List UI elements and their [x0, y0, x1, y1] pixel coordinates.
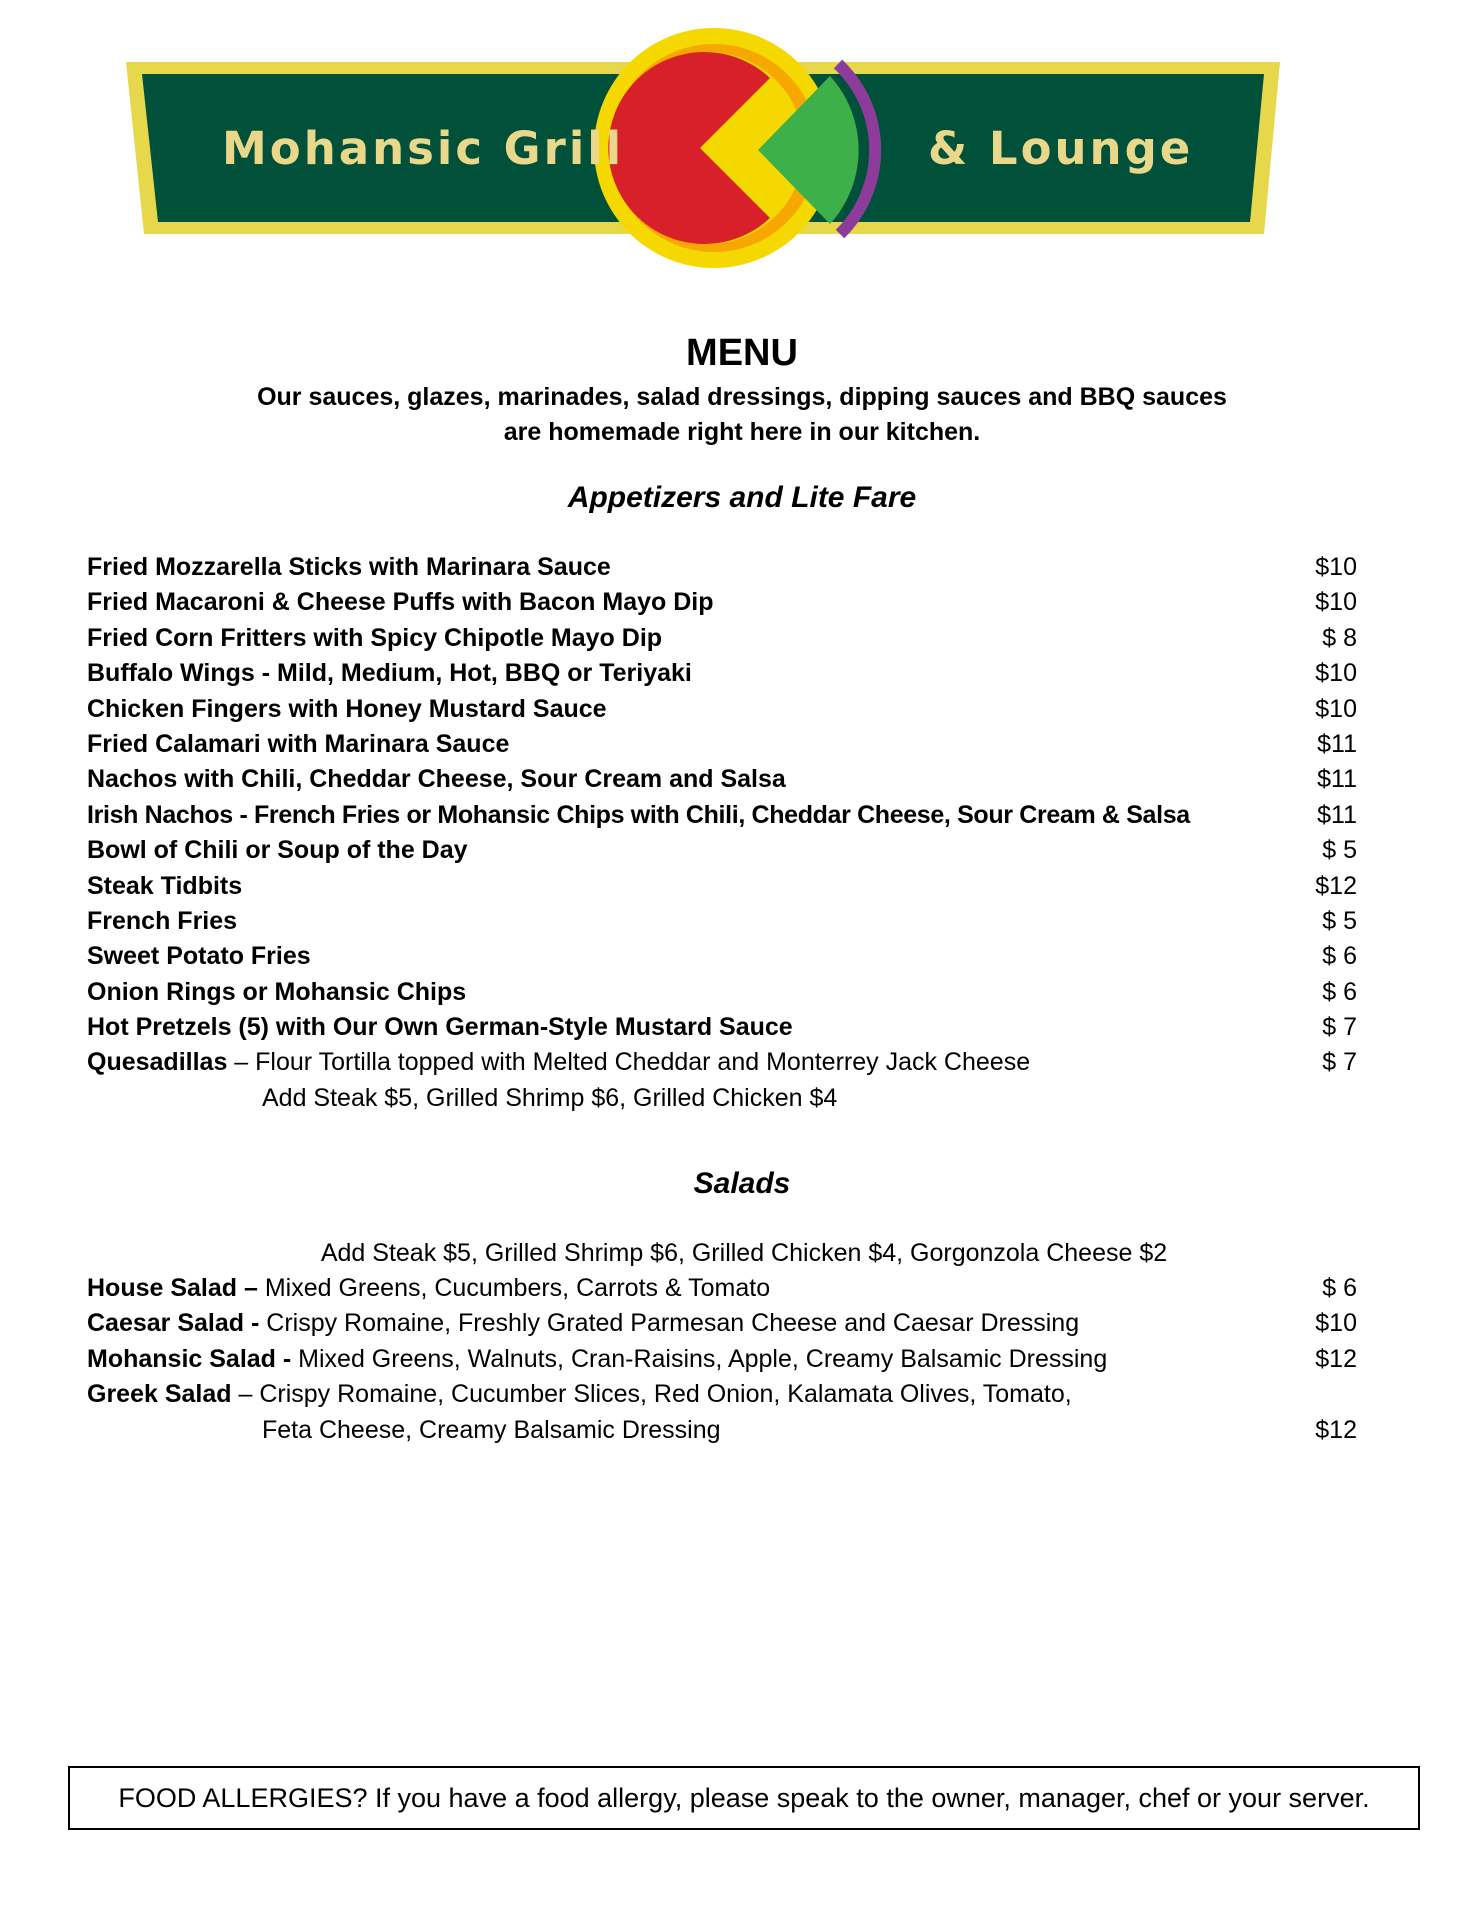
item-name: Fried Macaroni & Cheese Puffs with Bacon Mayo Dip — [87, 588, 714, 617]
item-name: Fried Calamari with Marinara Sauce — [87, 729, 510, 758]
menu-item — [87, 550, 1357, 585]
item-name: Steak Tidbits — [87, 871, 243, 900]
item-price: $12 — [1315, 1344, 1357, 1373]
logo-graphic — [118, 28, 1292, 268]
item-price: $ 5 — [1322, 906, 1357, 935]
intro-text — [0, 380, 1484, 450]
section-title-appetizers: Appetizers and Lite Fare — [567, 481, 917, 514]
menu-item — [87, 798, 1357, 833]
item-price: $10 — [1315, 1309, 1357, 1338]
item-price: $ 6 — [1322, 942, 1357, 971]
menu-item — [87, 692, 1357, 727]
menu-item — [87, 656, 1357, 691]
menu-item — [87, 585, 1357, 620]
item-price: $11 — [1317, 729, 1357, 758]
item-name: Nachos with Chili, Cheddar Cheese, Sour Cream and Salsa — [87, 765, 786, 794]
menu-item — [87, 939, 1357, 974]
menu-item — [87, 1342, 1357, 1377]
menu-item — [87, 1306, 1357, 1341]
menu-item — [87, 621, 1357, 656]
item-price: $11 — [1317, 765, 1357, 794]
menu-item — [87, 975, 1357, 1010]
menu-item — [87, 727, 1357, 762]
item-price: $10 — [1315, 588, 1357, 617]
item-price: $ 7 — [1322, 1013, 1357, 1042]
menu-item — [87, 762, 1357, 797]
item-name: Chicken Fingers with Honey Mustard Sauce — [87, 694, 607, 723]
salad-list — [87, 1271, 1357, 1448]
section-title-salads: Salads — [693, 1167, 791, 1200]
item-price: $ 6 — [1322, 977, 1357, 1006]
menu-item — [87, 1271, 1357, 1306]
item-name: Irish Nachos - French Fries or Mohansic Chips with Chili, Cheddar Cheese, Sour Cream & Salsa — [87, 800, 1190, 829]
item-name: Bowl of Chili or Soup of the Day — [87, 836, 468, 865]
menu-item-continuation — [87, 1413, 1357, 1448]
item-name: Caesar Salad - — [87, 1309, 260, 1338]
menu-item — [87, 1045, 1357, 1080]
restaurant-logo — [118, 28, 1292, 268]
item-desc: – Flour Tortilla topped with Melted Cheddar and Monterrey Jack Cheese — [227, 1048, 1031, 1077]
menu-item — [87, 904, 1357, 939]
menu-item — [87, 1377, 1357, 1412]
menu-title: MENU — [686, 332, 798, 374]
item-price: $11 — [1317, 800, 1357, 829]
item-name: House Salad – — [87, 1274, 258, 1302]
item-name: Fried Corn Fritters with Spicy Chipotle Mayo Dip — [87, 623, 663, 652]
item-name: Mohansic Salad - — [87, 1344, 292, 1373]
item-desc: – Crispy Romaine, Cucumber Slices, Red Onion, Kalamata Olives, Tomato, — [231, 1380, 1072, 1409]
item-price: $12 — [1315, 1415, 1357, 1444]
intro-line-1: Our sauces, glazes, marinades, salad dressings, dipping sauces and BBQ sauces — [257, 383, 1227, 411]
item-price: $ 5 — [1322, 836, 1357, 865]
item-price: $ 8 — [1322, 623, 1357, 652]
item-desc: Crispy Romaine, Freshly Grated Parmesan Cheese and Caesar Dressing — [259, 1309, 1080, 1338]
logo-right-text: & Lounge — [928, 122, 1194, 175]
item-price: $ 7 — [1322, 1048, 1357, 1077]
menu-item — [87, 833, 1357, 868]
appetizer-list — [87, 550, 1357, 1116]
item-name: Onion Rings or Mohansic Chips — [87, 977, 467, 1006]
item-desc: Feta Cheese, Creamy Balsamic Dressing — [262, 1415, 721, 1444]
item-name: Fried Mozzarella Sticks with Marinara Sauce — [87, 553, 611, 581]
item-name: French Fries — [87, 906, 238, 935]
quesadilla-addons: Add Steak $5, Grilled Shrimp $6, Grilled Chicken $4 — [262, 1083, 838, 1112]
logo-left-text: Mohansic Grill — [222, 122, 625, 175]
menu-item — [87, 869, 1357, 904]
menu-item — [87, 1010, 1357, 1045]
item-name: Buffalo Wings - Mild, Medium, Hot, BBQ or Teriyaki — [87, 659, 692, 688]
item-price: $10 — [1315, 659, 1357, 688]
salad-addons: Add Steak $5, Grilled Shrimp $6, Grilled Chicken $4, Gorgonzola Cheese $2 — [320, 1239, 1168, 1267]
item-price: $ 6 — [1322, 1274, 1357, 1302]
allergy-notice: FOOD ALLERGIES? If you have a food allergy, please speak to the owner, manager, chef or your server. — [68, 1766, 1420, 1830]
item-name: Quesadillas — [87, 1048, 228, 1077]
item-name: Hot Pretzels (5) with Our Own German-Style Mustard Sauce — [87, 1013, 793, 1042]
item-desc: Mixed Greens, Walnuts, Cran-Raisins, Apple, Creamy Balsamic Dressing — [291, 1344, 1108, 1373]
item-price: $10 — [1315, 553, 1357, 581]
item-name: Sweet Potato Fries — [87, 942, 311, 971]
item-desc: Mixed Greens, Cucumbers, Carrots & Tomato — [257, 1274, 771, 1302]
item-price: $10 — [1315, 694, 1357, 723]
intro-line-2: are homemade right here in our kitchen. — [503, 418, 981, 446]
item-name: Greek Salad — [87, 1380, 232, 1409]
item-price: $12 — [1315, 871, 1357, 900]
